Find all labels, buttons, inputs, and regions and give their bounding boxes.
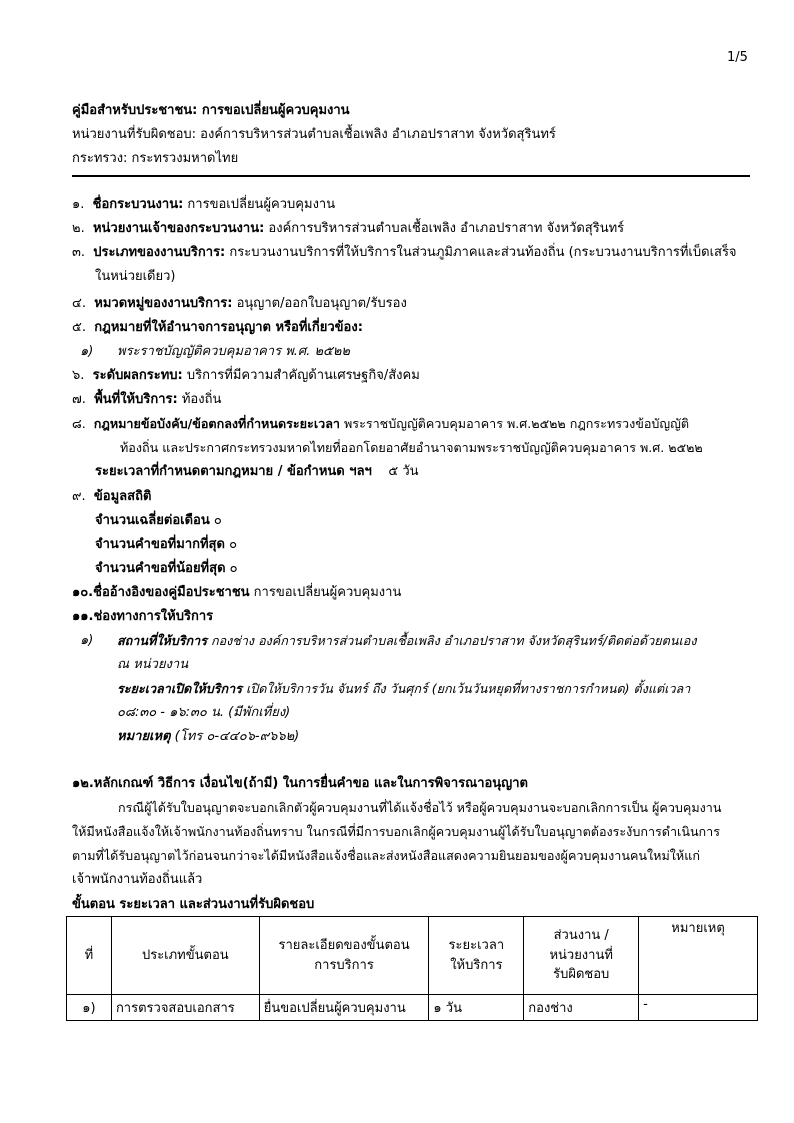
criteria-line-4: เจ้าพนักงานท้องถิ่นแล้ว (72, 872, 203, 887)
row-note: - (639, 995, 758, 1021)
item-7-value: ท้องถิ่น (177, 392, 222, 407)
service-hours-cont: ๐๘:๓๐ - ๑๖:๓๐ น. (มีพักเที่ยง) (117, 705, 291, 720)
header-step-detail (259, 917, 429, 995)
service-hours (117, 681, 690, 696)
item-4 (72, 296, 407, 312)
row-step-detail: ยื่นขอเปลี่ยนผู้ควบคุมงาน (259, 995, 429, 1021)
service-location (117, 633, 696, 648)
page-number: 1/5 (727, 50, 748, 65)
item-8-period-value: ๕ วัน (388, 464, 419, 479)
header-responsible-unit-line-2: หน่วยงานที่ (549, 947, 613, 963)
item-10 (72, 585, 401, 601)
item-8 (72, 416, 689, 431)
item-9-label: ข้อมูลสถิติ (93, 489, 152, 504)
item-2-value: องค์การบริหารส่วนตำบลเชื้อเพลิง อำเภอปราสาท จังหวัดสุรินทร์ (264, 221, 625, 236)
stat-max-value: ๐ (229, 537, 238, 552)
stat-max (95, 537, 237, 553)
header-service-time-line-2: ให้บริการ (450, 957, 503, 973)
ministry: กระทรวง: กระทรวงมหาดไทย (72, 151, 239, 166)
stat-max-label: จำนวนคำขอที่มากที่สุด (95, 537, 225, 552)
item-9 (72, 489, 151, 505)
item-7-number: ๗. (72, 392, 86, 407)
header-responsible-unit (524, 917, 639, 995)
service-note (117, 729, 299, 745)
steps-section-title: ขั้นตอน ระยะเวลา และส่วนงานที่รับผิดชอบ (72, 897, 315, 912)
item-10-value: การขอเปลี่ยนผู้ควบคุมงาน (249, 585, 402, 600)
item-10-number: ๑๐. (72, 585, 94, 600)
item-7 (72, 392, 221, 408)
item-11-label: ช่องทางการให้บริการ (93, 609, 214, 624)
service-hours-label: ระยะเวลาเปิดให้บริการ (117, 681, 242, 696)
item-11 (72, 609, 213, 625)
stat-min-label: จำนวนคำขอที่น้อยที่สุด (95, 561, 226, 576)
stat-min-value: ๐ (229, 561, 238, 576)
item-6-value: บริการที่มีความสำคัญด้านเศรษฐกิจ/สังคม (182, 368, 420, 383)
item-11-sub-number: ๑) (80, 633, 94, 648)
responsible-agency: หน่วยงานที่รับผิดชอบ: องค์การบริหารส่วนตำบลเชื้อเพลิง อำเภอปราสาท จังหวัดสุรินทร์ (72, 127, 556, 142)
document-title: คู่มือสำหรับประชาชน: การขอเปลี่ยนผู้ควบคุมงาน (72, 103, 350, 118)
header-divider (72, 175, 750, 177)
item-3-value: กระบวนงานบริการที่ให้บริการในส่วนภูมิภาคและส่วนท้องถิ่น (กระบวนงานบริการที่เบ็ดเสร็จ (225, 245, 737, 260)
item-2-label: หน่วยงานเจ้าของกระบวนงาน: (92, 221, 265, 236)
item-5-law: พระราชบัญญัติควบคุมอาคาร พ.ศ. ๒๕๒๒ (117, 344, 350, 359)
criteria-line-1: กรณีผู้ได้รับใบอนุญาตจะบอกเลิกตัวผู้ควบคุมงานที่ได้แจ้งชื่อไว้ หรือผู้ควบคุมงานจะบอกเลิกการเป็น ผู้ควบคุมงาน (118, 800, 722, 815)
service-location-value: กองช่าง องค์การบริหารส่วนตำบลเชื้อเพลิง อำเภอปราสาท จังหวัดสุรินทร์/ติดต่อด้วยตนเอง (206, 633, 697, 648)
item-1-number: ๑. (72, 197, 85, 212)
criteria-line-3: ตามที่ได้รับอนุญาตไว้ก่อนจนกว่าจะได้มีหนังสือแจ้งชื่อและส่งหนังสือแสดงความยินยอมของผู้ควบคุมงานคนใหม่ให้แก่ (72, 848, 700, 863)
row-responsible-unit: กองช่าง (524, 995, 639, 1021)
header-step-type: ประเภทขั้นตอน (111, 917, 259, 995)
row-step-type: การตรวจสอบเอกสาร (111, 995, 259, 1021)
header-note: หมายเหตุ (639, 917, 758, 995)
item-8-value: พระราชบัญญัติควบคุมอาคาร พ.ศ.๒๕๒๒ กฎกระทรวงข้อบัญญัติ (340, 416, 690, 431)
item-7-label: พื้นที่ให้บริการ: (94, 392, 178, 407)
table-row (67, 995, 758, 1021)
item-3-label: ประเภทของงานบริการ: (93, 245, 226, 260)
steps-table (66, 916, 758, 1021)
item-5-sub-number: ๑) (80, 344, 94, 359)
item-5-number: ๕. (72, 320, 86, 335)
header-service-time (429, 917, 524, 995)
item-4-number: ๔. (72, 296, 86, 311)
service-location-cont: ณ หน่วยงาน (117, 657, 189, 672)
item-9-number: ๙. (72, 489, 86, 504)
header-no: ที่ (67, 917, 112, 995)
item-3-number: ๓. (72, 245, 86, 260)
item-11-number: ๑๑. (72, 609, 94, 624)
criteria-line-2: ให้มีหนังสือแจ้งให้เจ้าพนักงานท้องถิ่นทราบ ในกรณีที่มีการบอกเลิกผู้ควบคุมงานผู้ได้รับใบอนุญาตต้องระงับการดำเนินการ (72, 824, 721, 839)
service-location-label: สถานที่ให้บริการ (117, 633, 207, 648)
item-4-label: หมวดหมู่ของงานบริการ: (94, 296, 233, 311)
item-5-label: กฎหมายที่ให้อำนาจการอนุญาต หรือที่เกี่ยวข้อง: (94, 320, 363, 335)
header-responsible-unit-line-1: ส่วนงาน / (553, 928, 609, 944)
item-3 (72, 245, 737, 261)
item-5 (72, 320, 363, 336)
header-responsible-unit-line-3: รับผิดชอบ (553, 967, 610, 983)
item-2-number: ๒. (72, 221, 85, 236)
stat-average (95, 513, 222, 529)
item-2 (72, 221, 624, 237)
item-10-label: ชื่ออ้างอิงของคู่มือประชาชน (93, 585, 250, 600)
item-8-label: กฎหมายข้อบังคับ/ข้อตกลงที่กำหนดระยะเวลา (93, 416, 340, 431)
header-step-detail-line-2: การบริการ (314, 957, 374, 973)
item-8-period (95, 464, 419, 480)
item-8-period-label: ระยะเวลาที่กำหนดตามกฎหมาย / ข้อกำหนด ฯลฯ (95, 464, 372, 479)
item-6 (72, 368, 420, 384)
row-service-time: ๑ วัน (429, 995, 524, 1021)
service-note-label: หมายเหตุ (117, 729, 171, 744)
item-8-value-cont: ท้องถิ่น และประกาศกระทรวงมหาดไทยที่ออกโดยอาศัยอำนาจตามพระราชบัญญัติควบคุมอาคาร พ.ศ. ๒๕๒๒ (120, 440, 703, 455)
item-3-value-cont: ในหน่วยเดียว) (95, 269, 176, 284)
item-6-number: ๖. (72, 368, 85, 383)
header-service-time-line-1: ระยะเวลา (448, 938, 505, 953)
steps-table-header-row (67, 917, 758, 995)
item-8-number: ๘. (72, 416, 86, 431)
service-hours-value: เปิดให้บริการวัน จันทร์ ถึง วันศุกร์ (ยกเว้นวันหยุดที่ทางราชการกำหนด) ตั้งแต่เวลา (241, 681, 691, 696)
item-1-value: การขอเปลี่ยนผู้ควบคุมงาน (183, 197, 336, 212)
item-4-value: อนุญาต/ออกใบอนุญาต/รับรอง (232, 296, 407, 311)
stat-min (95, 561, 238, 577)
item-12-label: หลักเกณฑ์ วิธีการ เงื่อนไข(ถ้ามี) ในการยื่นคำขอ และในการพิจารณาอนุญาต (93, 776, 529, 791)
row-no: ๑) (67, 995, 112, 1021)
item-1-label: ชื่อกระบวนงาน: (92, 197, 184, 212)
item-6-label: ระดับผลกระทบ: (92, 368, 183, 383)
item-12 (72, 776, 528, 792)
service-note-value: (โทร ๐-๔๔๐๖-๙๖๖๒) (170, 729, 300, 744)
header-step-detail-line-1: รายละเอียดของขั้นตอน (278, 938, 410, 953)
item-12-number: ๑๒. (72, 776, 94, 791)
stat-average-label: จำนวนเฉลี่ยต่อเดือน (95, 513, 210, 528)
item-1 (72, 197, 335, 213)
stat-average-value: ๐ (213, 513, 222, 528)
